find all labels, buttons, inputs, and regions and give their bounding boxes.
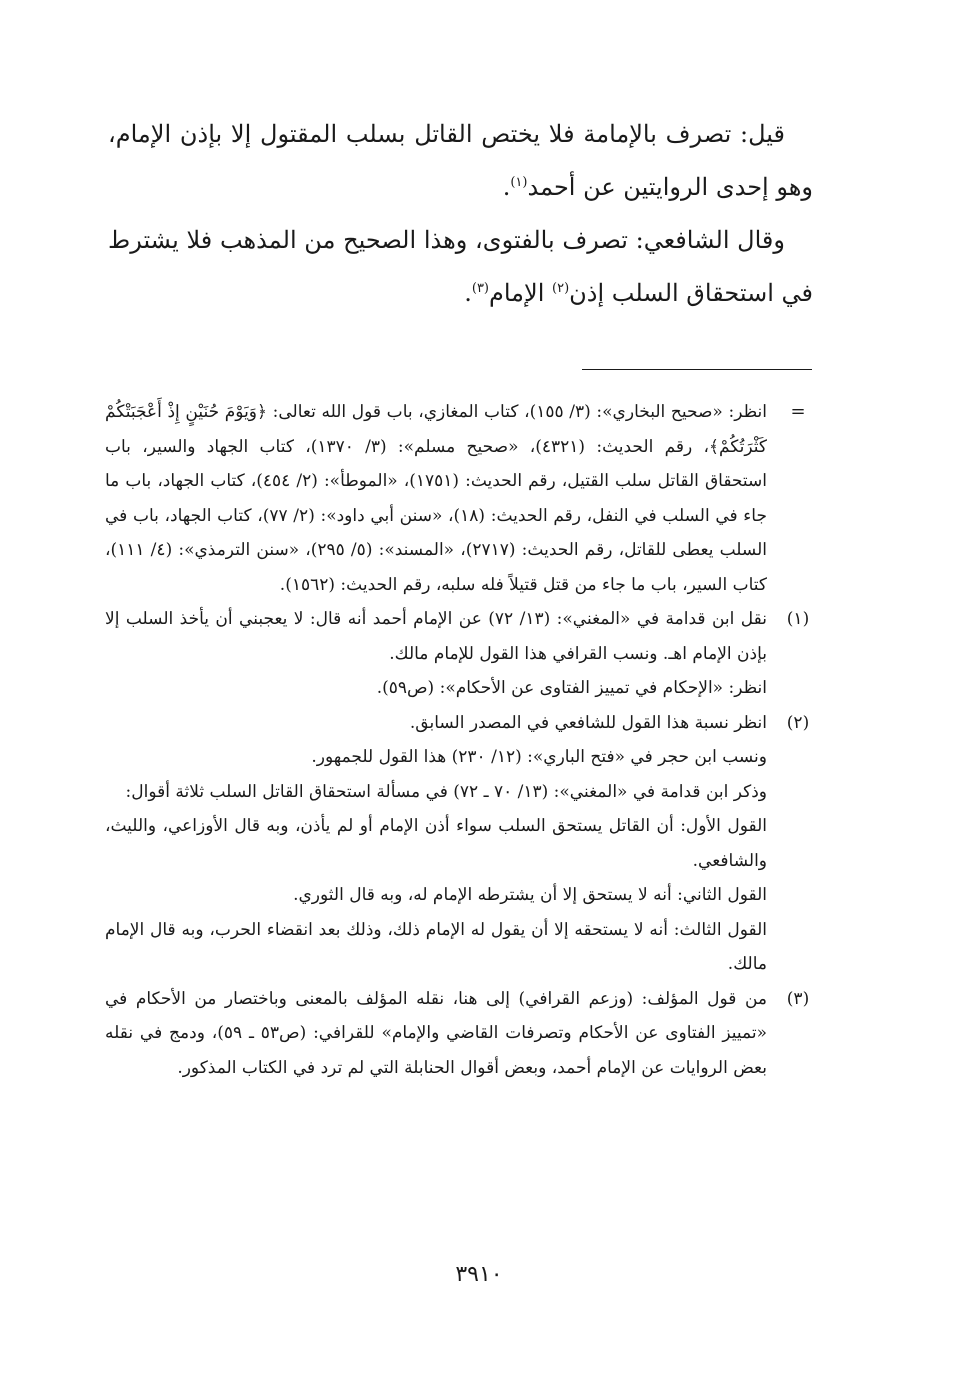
footnote-continued [105,395,823,602]
main-paragraph-2 [108,214,813,320]
footnote-ref-3: (٣) [471,281,489,296]
footnote-separator [582,369,812,370]
main-text [108,108,813,320]
footnote-1 [105,602,823,706]
footnote-ref-1: (١) [510,175,528,190]
main-paragraph-2-text-a: وقال الشافعي: تصرف بالفتوى، وهذا الصحيح من المذهب فلا يشترط في استحقاق السلب إذن [108,226,813,307]
main-paragraph-1 [108,108,813,214]
footnote-number: (٣) [786,988,810,1009]
footnote-paragraph: القول الثالث: أنه لا يستحقه إلا أن يقول له الإمام ذلك، وذلك بعد انقضاء الحرب، وبه قال الإمام مالك. [105,919,767,974]
main-paragraph-2-text-b: الإمام [489,279,553,307]
main-paragraph-2-end: . [464,279,472,307]
footnote-ref-2: (٢) [552,281,570,296]
footnote-paragraph: نقل ابن قدامة في «المغني»: (١٣/ ٧٢) عن الإمام أحمد أنه قال: لا يعجبني أن يأخذ السلب إلا بإذن الإمام اهـ. ونسب القرافي هذا القول للإمام مالك. [105,609,767,664]
page-number: ٣٩١٠ [455,1262,503,1287]
footnote-paragraph: انظر: «صحيح البخاري»: (٣/ ١٥٥)، كتاب المغازي، باب قول الله تعالى: ﴿وَيَوْمَ حُنَيْنٍ إِذْ أَعْجَبَتْكُمْ كَثْرَتُكُمْ﴾، رقم الحديث: (٤٣٢١)، «صحيح مسلم»: (٣/ ١٣٧٠)، كتاب الجهاد والسير، باب استحقاق القاتل سلب القتيل، رقم الحديث: (١٧٥١)، «الموطأ»: (٢/ ٤٥٤)، كتاب الجهاد، باب ما جاء في السلب في النفل، رقم الحديث: (١٨)، «سنن أبي داود»: (٢/ ٧٧)، كتاب الجهاد، باب في السلب يعطى للقاتل، رقم الحديث: (٢٧١٧)، «المسند»: (٥/ ٢٩٥)، «سنن الترمذي»: (٤/ ١١١)، كتاب السير، باب ما جاء من قتل قتيلاً فله سلبه، رقم الحديث: (١٥٦٢). [105,402,768,595]
footnote-paragraph: وذكر ابن قدامة في «المغني»: (١٣/ ٧٠ ـ ٧٢) في مسألة استحقاق القاتل السلب ثلاثة أقوال: [125,781,767,802]
main-paragraph-1-end: . [502,173,511,201]
footnote-paragraph: من قول المؤلف: (وزعم القرافي) إلى هنا، نقله المؤلف بالمعنى وباختصار من الأحكام في «تمييز الفتاوى عن الأحكام وتصرفات القاضي والإمام» للقرافي: (ص٥٣ ـ ٥٩)، ودمج في نقله بعض الروايات عن الإمام أحمد، وبعض أقوال الحنابلة التي لم ترد في الكتاب المذكور. [105,988,767,1078]
main-paragraph-1-text: قيل: تصرف بالإمامة فلا يختص القاتل بسلب المقتول إلا بإذن الإمام، وهو إحدى الروايتين عن أحمد [108,120,813,201]
footnote-number: (٢) [786,712,810,733]
footnote-number: = [790,401,806,422]
footnote-paragraph: ونسب ابن حجر في «فتح الباري»: (١٢/ ٢٣٠) هذا القول للجمهور. [311,747,767,767]
footnote-paragraph: انظر: «الإحكام في تمييز الفتاوى عن الأحكام»: (ص٥٩). [376,678,767,698]
footnote-number: (١) [786,609,810,629]
footnote-paragraph: القول الأول: أن القاتل يستحق السلب سواء أذن الإمام أو لم يأذن، وبه قال الأوزاعي، والليث، والشافعي. [105,816,767,871]
footnote-paragraph: القول الثاني: أنه لا يستحق إلا أن يشترطه الإمام له، وبه قال الثوري. [293,885,767,905]
footnote-paragraph: انظر نسبة هذا القول للشافعي في المصدر السابق. [409,712,767,733]
footnote-2 [105,706,823,982]
footnotes [105,395,823,1085]
footnote-3 [105,982,823,1086]
